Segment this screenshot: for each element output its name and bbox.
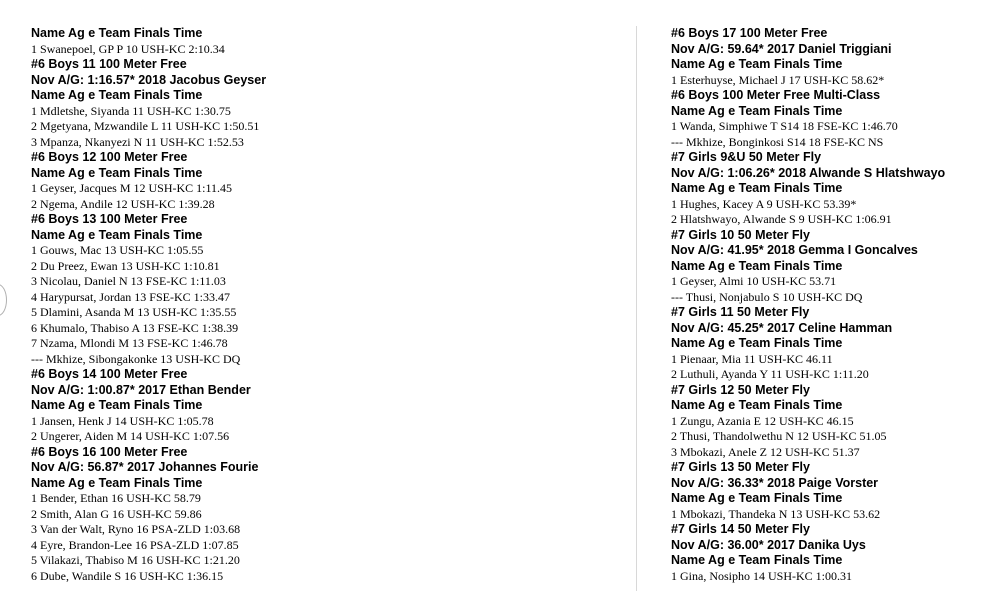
event-title: #7 Girls 14 50 Meter Fly: [671, 522, 810, 536]
column-header-row: Name Ag e Team Finals Time: [31, 475, 203, 490]
column-header-row: Name Ag e Team Finals Time: [31, 26, 203, 40]
event-title: #7 Girls 10 50 Meter Fly: [671, 227, 810, 242]
event-title: #6 Boys 13 100 Meter Free: [31, 212, 188, 226]
result-row: 2 Du Preez, Ewan 13 USH-KC 1:10.81: [31, 258, 220, 273]
result-row: 2 Thusi, Thandolwethu N 12 USH-KC 51.05: [671, 429, 887, 443]
page-edge-scroll-handle[interactable]: [0, 284, 7, 316]
result-row: --- Mkhize, Bonginkosi S14 18 FSE-KC NS: [671, 134, 884, 149]
column-header-row: Name Ag e Team Finals Time: [671, 553, 843, 567]
result-row: 1 Hughes, Kacey A 9 USH-KC 53.39*: [671, 196, 857, 211]
result-row: 1 Swanepoel, GP P 10 USH-KC 2:10.34: [31, 41, 225, 56]
result-row: 1 Mdletshe, Siyanda 11 USH-KC 1:30.75: [31, 103, 231, 118]
result-row: 1 Wanda, Simphiwe T S14 18 FSE-KC 1:46.70: [671, 119, 898, 133]
age-group-record: Nov A/G: 36.33* 2018 Paige Vorster: [671, 475, 879, 490]
age-group-record: Nov A/G: 1:06.26* 2018 Alwande S Hlatshwayo: [671, 165, 946, 180]
result-row: 6 Khumalo, Thabiso A 13 FSE-KC 1:38.39: [31, 320, 239, 335]
result-row: 4 Eyre, Brandon-Lee 16 PSA-ZLD 1:07.85: [31, 537, 239, 552]
event-title: #6 Boys 12 100 Meter Free: [31, 150, 188, 164]
age-group-record: Nov A/G: 59.64* 2017 Daniel Triggiani: [671, 41, 892, 56]
result-row: 1 Mbokazi, Thandeka N 13 USH-KC 53.62: [671, 506, 881, 521]
result-row: 1 Pienaar, Mia 11 USH-KC 46.11: [671, 351, 833, 366]
result-row: 5 Vilakazi, Thabiso M 16 USH-KC 1:21.20: [31, 553, 240, 567]
result-row: --- Thusi, Nonjabulo S 10 USH-KC DQ: [671, 289, 863, 304]
column-header-row: Name Ag e Team Finals Time: [671, 103, 843, 118]
age-group-record: Nov A/G: 41.95* 2018 Gemma I Goncalves: [671, 243, 918, 257]
result-row: 1 Bender, Ethan 16 USH-KC 58.79: [31, 491, 201, 505]
result-row: 1 Geyser, Jacques M 12 USH-KC 1:11.45: [31, 181, 233, 195]
column-header-row: Name Ag e Team Finals Time: [671, 57, 843, 71]
event-title: #7 Girls 9&U 50 Meter Fly: [671, 150, 822, 164]
age-group-record: Nov A/G: 56.87* 2017 Johannes Fourie: [31, 460, 259, 474]
column-header-row: Name Ag e Team Finals Time: [31, 88, 203, 102]
event-title: #6 Boys 14 100 Meter Free: [31, 367, 188, 381]
result-row: 5 Dlamini, Asanda M 13 USH-KC 1:35.55: [31, 305, 237, 319]
event-title: #6 Boys 100 Meter Free Multi-Class: [671, 88, 881, 102]
result-row: 1 Zungu, Azania E 12 USH-KC 46.15: [671, 413, 854, 428]
result-row: 1 Geyser, Almi 10 USH-KC 53.71: [671, 274, 837, 288]
column-header-row: Name Ag e Team Finals Time: [31, 398, 203, 412]
event-title: #6 Boys 17 100 Meter Free: [671, 26, 828, 40]
event-title: #6 Boys 11 100 Meter Free: [31, 57, 187, 71]
column-header-row: Name Ag e Team Finals Time: [671, 181, 843, 195]
column-header-row: Name Ag e Team Finals Time: [671, 336, 843, 350]
result-row: 4 Harypursat, Jordan 13 FSE-KC 1:33.47: [31, 289, 230, 304]
result-row: 2 Ungerer, Aiden M 14 USH-KC 1:07.56: [31, 429, 230, 443]
event-title: #7 Girls 12 50 Meter Fly: [671, 382, 810, 397]
result-row: 2 Hlatshwayo, Alwande S 9 USH-KC 1:06.91: [671, 212, 892, 226]
result-row: 7 Nzama, Mlondi M 13 FSE-KC 1:46.78: [31, 336, 228, 350]
age-group-record: Nov A/G: 1:16.57* 2018 Jacobus Geyser: [31, 72, 267, 87]
event-title: #7 Girls 13 50 Meter Fly: [671, 460, 810, 474]
result-row: 1 Gina, Nosipho 14 USH-KC 1:00.31: [671, 568, 853, 583]
column-header-row: Name Ag e Team Finals Time: [671, 258, 843, 273]
age-group-record: Nov A/G: 36.00* 2017 Danika Uys: [671, 537, 866, 552]
age-group-record: Nov A/G: 45.25* 2017 Celine Hamman: [671, 320, 893, 335]
event-title: #6 Boys 16 100 Meter Free: [31, 444, 188, 459]
result-row: 2 Smith, Alan G 16 USH-KC 59.86: [31, 506, 202, 521]
result-row: --- Mkhize, Sibongakonke 13 USH-KC DQ: [31, 351, 241, 366]
result-row: 2 Ngema, Andile 12 USH-KC 1:39.28: [31, 196, 215, 211]
age-group-record: Nov A/G: 1:00.87* 2017 Ethan Bender: [31, 382, 251, 397]
result-row: 3 Mbokazi, Anele Z 12 USH-KC 51.37: [671, 444, 860, 459]
result-row: 6 Dube, Wandile S 16 USH-KC 1:36.15: [31, 568, 224, 583]
result-row: 3 Mpanza, Nkanyezi N 11 USH-KC 1:52.53: [31, 134, 244, 149]
results-column-left: [31, 26, 591, 584]
result-row: 2 Luthuli, Ayanda Y 11 USH-KC 1:11.20: [671, 367, 869, 381]
column-header-row: Name Ag e Team Finals Time: [31, 227, 203, 242]
result-row: 1 Jansen, Henk J 14 USH-KC 1:05.78: [31, 413, 214, 428]
result-row: 3 Van der Walt, Ryno 16 PSA-ZLD 1:03.68: [31, 522, 241, 536]
column-header-row: Name Ag e Team Finals Time: [671, 491, 843, 505]
result-row: 2 Mgetyana, Mzwandile L 11 USH-KC 1:50.51: [31, 119, 260, 133]
result-row: 1 Esterhuyse, Michael J 17 USH-KC 58.62*: [671, 72, 885, 87]
results-column-right: [671, 26, 971, 584]
column-header-row: Name Ag e Team Finals Time: [31, 165, 203, 180]
column-divider: [636, 26, 637, 591]
result-row: 1 Gouws, Mac 13 USH-KC 1:05.55: [31, 243, 204, 257]
result-row: 3 Nicolau, Daniel N 13 FSE-KC 1:11.03: [31, 274, 226, 288]
event-title: #7 Girls 11 50 Meter Fly: [671, 305, 810, 319]
column-header-row: Name Ag e Team Finals Time: [671, 398, 843, 412]
